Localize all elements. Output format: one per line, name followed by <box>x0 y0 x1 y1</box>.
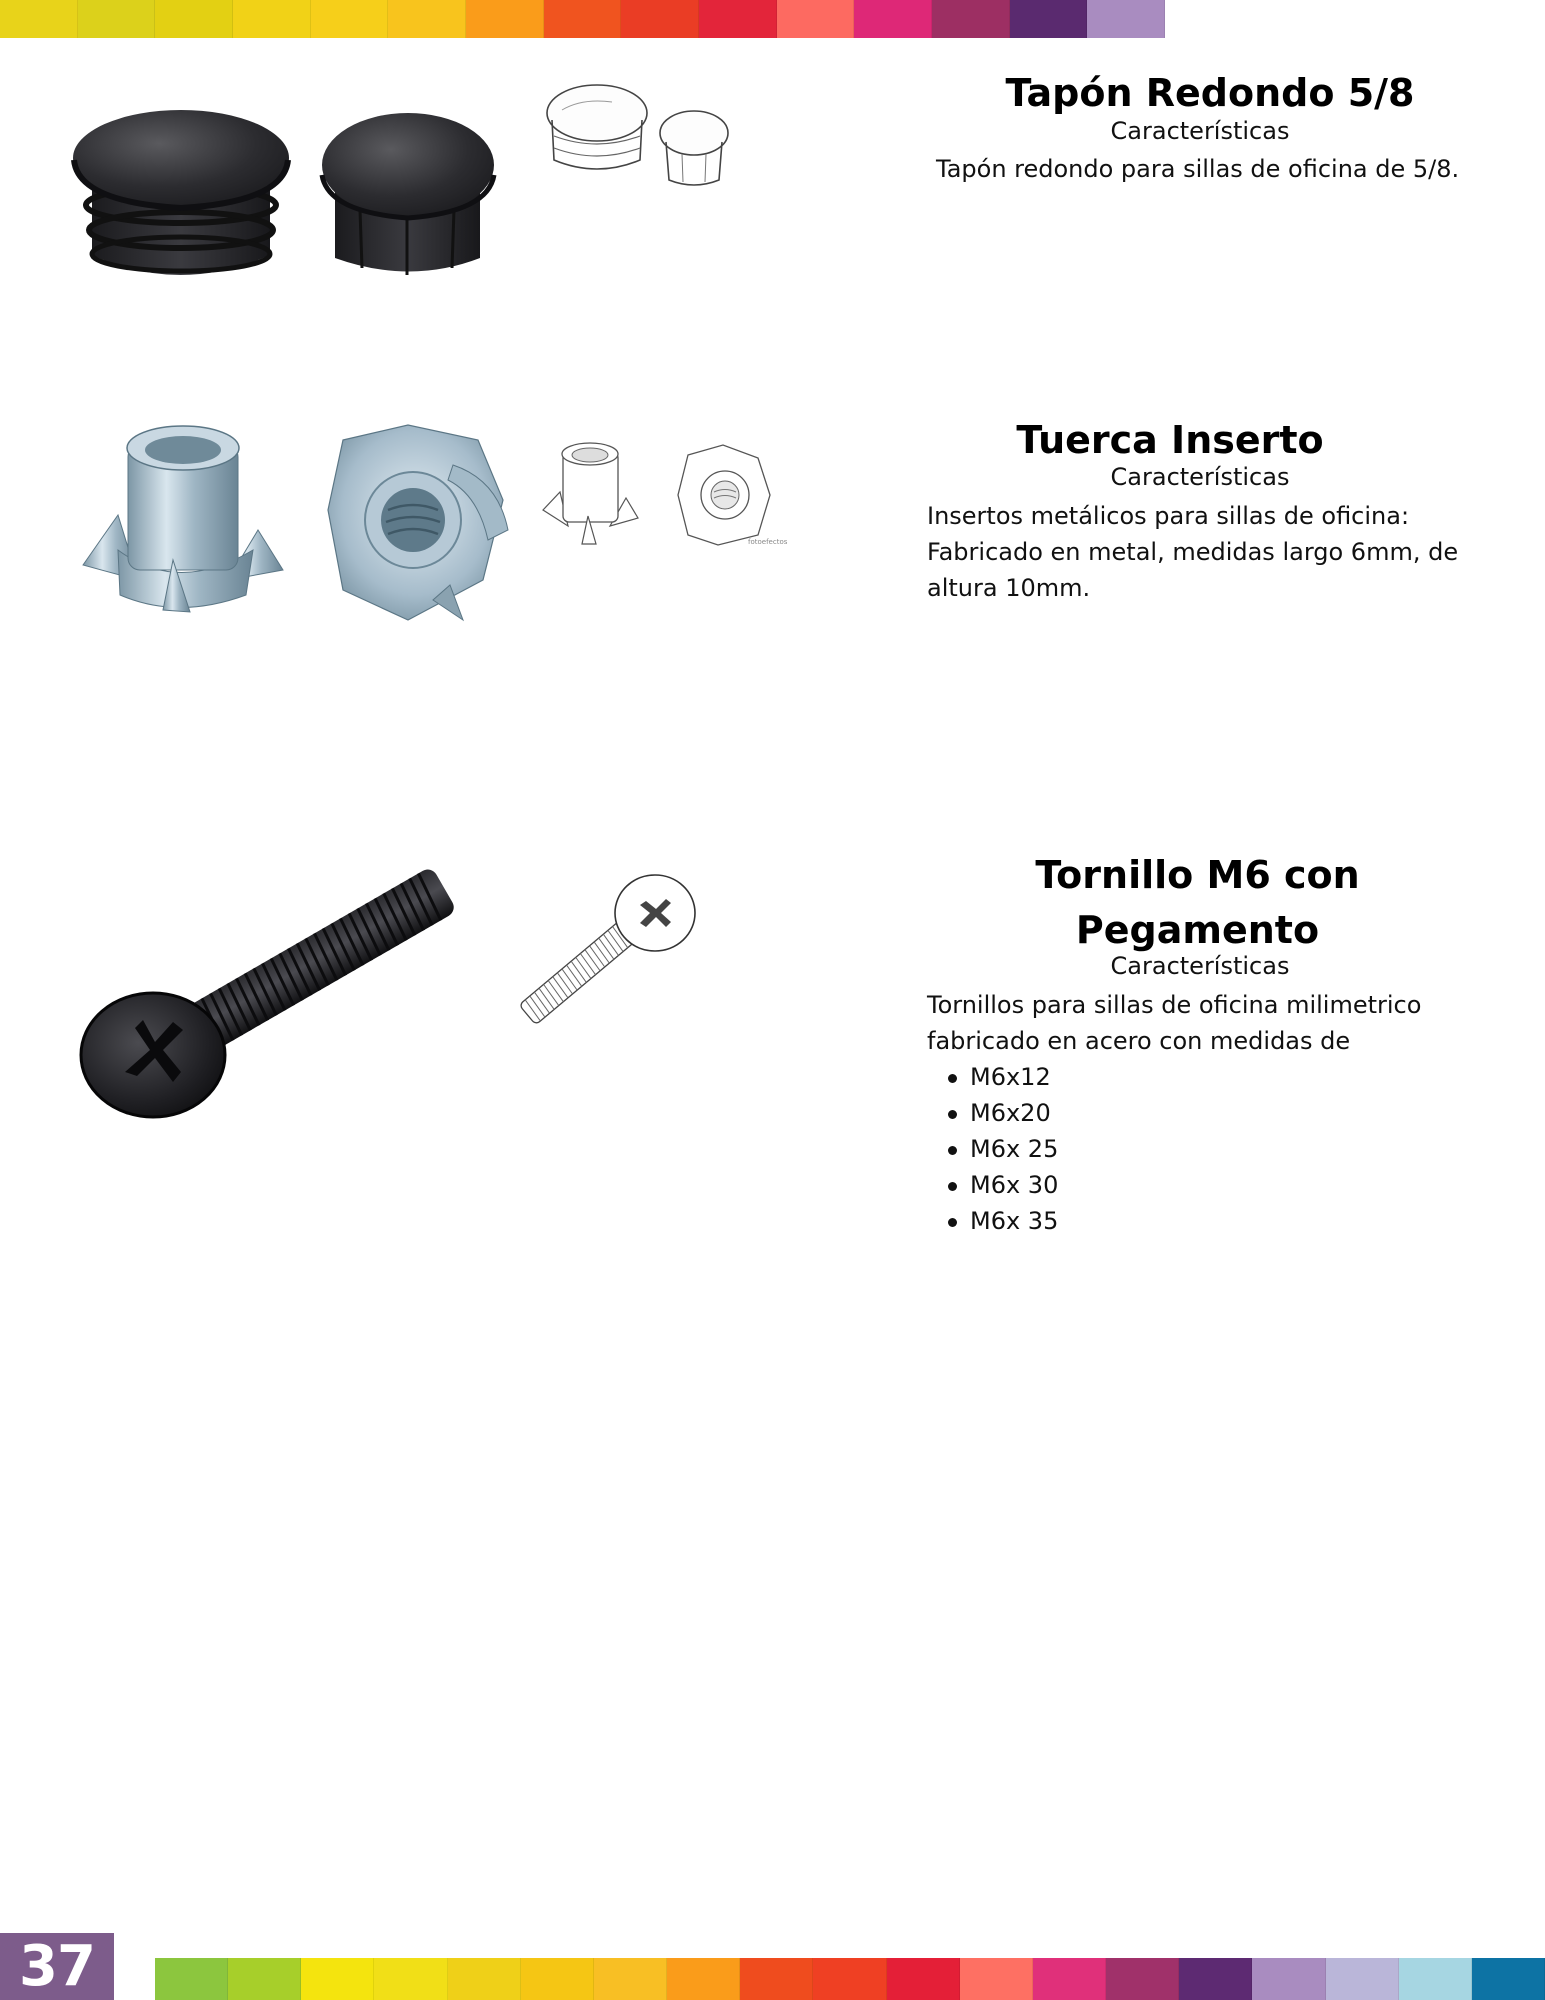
m6-screw-sketch <box>490 865 700 1045</box>
list-item: M6x 30 <box>927 1167 1327 1203</box>
stripe-segment <box>155 1958 228 2000</box>
list-item: M6x 35 <box>927 1203 1327 1239</box>
stripe-segment <box>448 1958 521 2000</box>
stripe-segment <box>1399 1958 1472 2000</box>
product-title-tuerca: Tuerca Inserto <box>1016 418 1324 462</box>
product-description-line: Insertos metálicos para sillas de oficina: <box>927 502 1410 530</box>
stripe-segment <box>228 1958 301 2000</box>
stripe-segment <box>544 0 622 38</box>
list-item: M6x20 <box>927 1095 1327 1131</box>
stripe-segment <box>301 1958 374 2000</box>
stripe-segment <box>887 1958 960 2000</box>
stripe-segment <box>1033 1958 1106 2000</box>
stripe-segment <box>621 0 699 38</box>
stripe-segment <box>960 1958 1033 2000</box>
product-title-tornillo-line2: Pegamento <box>1075 908 1320 952</box>
stripe-segment <box>699 0 777 38</box>
stripe-segment <box>1010 0 1088 38</box>
stripe-segment <box>740 1958 813 2000</box>
stripe-segment <box>1252 1958 1325 2000</box>
stripe-segment <box>1472 1958 1545 2000</box>
stripe-segment <box>466 0 544 38</box>
list-item: M6x 25 <box>927 1131 1327 1167</box>
stripe-segment <box>813 1958 886 2000</box>
image-caption: fotoefectos <box>748 538 788 546</box>
stripe-segment <box>1326 1958 1399 2000</box>
product-subheading: Características <box>1110 463 1290 491</box>
product-subheading: Características <box>1110 952 1290 980</box>
screw-size-list <box>927 1059 1327 1239</box>
bottom-color-stripe <box>155 1958 1545 2000</box>
stripe-segment <box>932 0 1010 38</box>
page-number-badge: 37 <box>0 1933 114 2000</box>
product-title-tornillo-line1: Tornillo M6 con <box>1035 853 1360 897</box>
stripe-segment <box>311 0 389 38</box>
product-description-line: Tornillos para sillas de oficina milimetrico <box>927 991 1422 1019</box>
top-color-stripe <box>0 0 1165 38</box>
product-description-line: Fabricado en metal, medidas largo 6mm, de <box>927 538 1459 566</box>
product-description-line: fabricado en acero con medidas de <box>927 1027 1351 1055</box>
product-description-line: altura 10mm. <box>927 574 1091 602</box>
stripe-segment <box>1087 0 1165 38</box>
stripe-segment <box>1106 1958 1179 2000</box>
stripe-segment <box>667 1958 740 2000</box>
stripe-segment <box>388 0 466 38</box>
stripe-segment <box>1179 1958 1252 2000</box>
product-description: Tapón redondo para sillas de oficina de 5/8. <box>936 155 1460 183</box>
stripe-segment <box>594 1958 667 2000</box>
m6-screw-photo <box>75 850 475 1120</box>
stripe-segment <box>521 1958 594 2000</box>
insert-nut-photo <box>78 420 528 630</box>
stripe-segment <box>777 0 855 38</box>
product-title-tapon: Tapón Redondo 5/8 <box>1005 71 1415 115</box>
stripe-segment <box>854 0 932 38</box>
stripe-segment <box>233 0 311 38</box>
stripe-segment <box>155 0 233 38</box>
stripe-segment <box>374 1958 447 2000</box>
insert-nut-sketch <box>538 440 778 550</box>
round-cap-sketch <box>542 78 732 193</box>
list-item: M6x12 <box>927 1059 1327 1095</box>
product-subheading: Características <box>1110 117 1290 145</box>
stripe-segment <box>78 0 156 38</box>
stripe-segment <box>0 0 78 38</box>
round-cap-photo <box>70 80 500 290</box>
